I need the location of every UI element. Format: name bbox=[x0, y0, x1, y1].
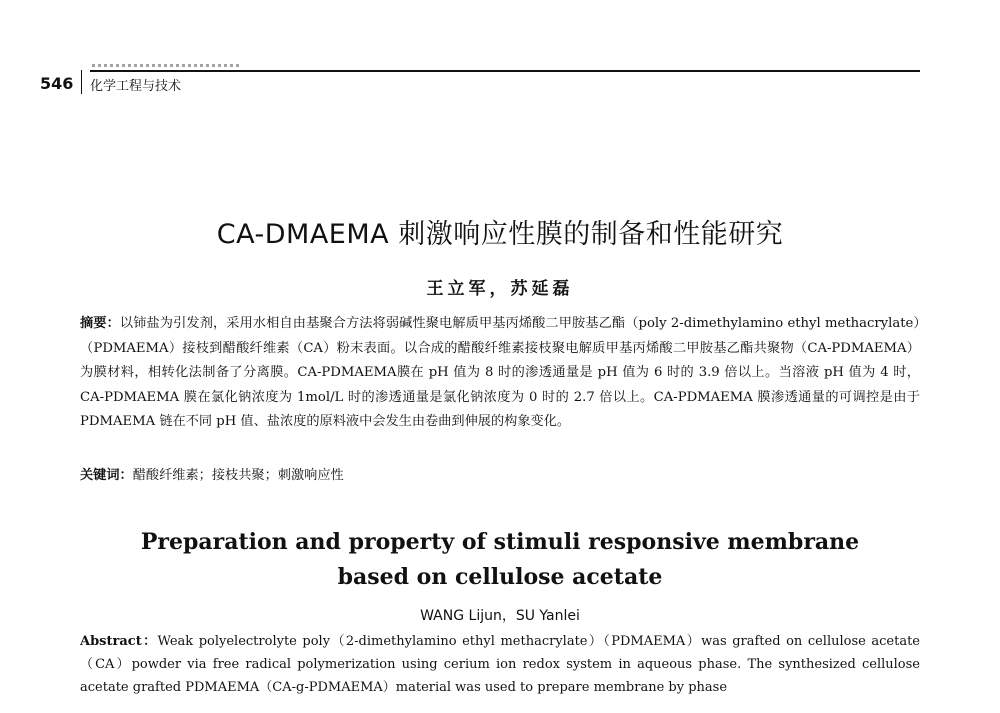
chinese-keywords bbox=[80, 466, 920, 486]
english-title bbox=[0, 525, 1000, 595]
english-authors: WANG Lijun，SU Yanlei bbox=[420, 608, 580, 624]
chinese-keywords-label: 关键词： bbox=[80, 468, 133, 483]
english-title-line1: Preparation and property of stimuli responsive membrane bbox=[140, 529, 860, 555]
chinese-abstract-text: 以铈盐为引发剂，采用水相自由基聚合方法将弱碱性聚电解质甲基丙烯酸二甲胺基乙酯（poly 2-dimethylamino ethyl methacrylate）（PDMAEMA）接枝到醋酸纤维素（CA）粉末表面。以合成的醋酸纤维素接枝聚电解质甲基丙烯酸二甲胺基乙酯共聚物（CA-PDMAEMA）为膜材料，相转化法制备了分离膜。CA-PDMAEMA膜在 pH 值为 8 时的渗透通量是 pH 值为 6 时的 3.9 倍以上。当溶液 pH 值为 4 时，CA-PDMAEMA 膜在氯化钠浓度为 1mol/L 时的渗透通量是氯化钠浓度为 0 时的 2.7 倍以上。CA-PDMAEMA 膜渗透通量的可调控是由于 PDMAEMA 链在不同 pH 值、盐浓度的原料液中会发生由卷曲到伸展的构象变化。 bbox=[80, 316, 921, 429]
chinese-title: CA-DMAEMA 刺激响应性膜的制备和性能研究 bbox=[216, 219, 784, 250]
english-title-line2: based on cellulose acetate bbox=[337, 564, 663, 590]
english-abstract-label: Abstract： bbox=[80, 634, 158, 649]
header-ornament bbox=[92, 64, 242, 67]
chinese-keywords-text: 醋酸纤维素；接枝共聚；刺激响应性 bbox=[132, 468, 344, 483]
page-number: 546 bbox=[40, 74, 74, 93]
english-abstract-text: Weak polyelectrolyte poly（2-dimethylamino ethyl methacrylate）（PDMAEMA）was grafted on cellulose acetate（CA）powder via free radical polymerization using cerium ion redox system in aqueous phase. The synthesized cellulose acetate grafted PDMAEMA（CA-g-PDMAEMA）material was used to prepare membrane by phase bbox=[80, 634, 920, 695]
running-header bbox=[40, 60, 920, 100]
chinese-abstract-label: 摘要： bbox=[80, 316, 120, 331]
header-divider bbox=[81, 70, 82, 94]
english-abstract bbox=[80, 630, 920, 699]
chinese-abstract bbox=[80, 312, 920, 435]
journal-name: 化学工程与技术 bbox=[90, 79, 182, 94]
header-rule bbox=[90, 70, 920, 72]
chinese-authors: 王立军，苏延磊 bbox=[426, 279, 574, 299]
